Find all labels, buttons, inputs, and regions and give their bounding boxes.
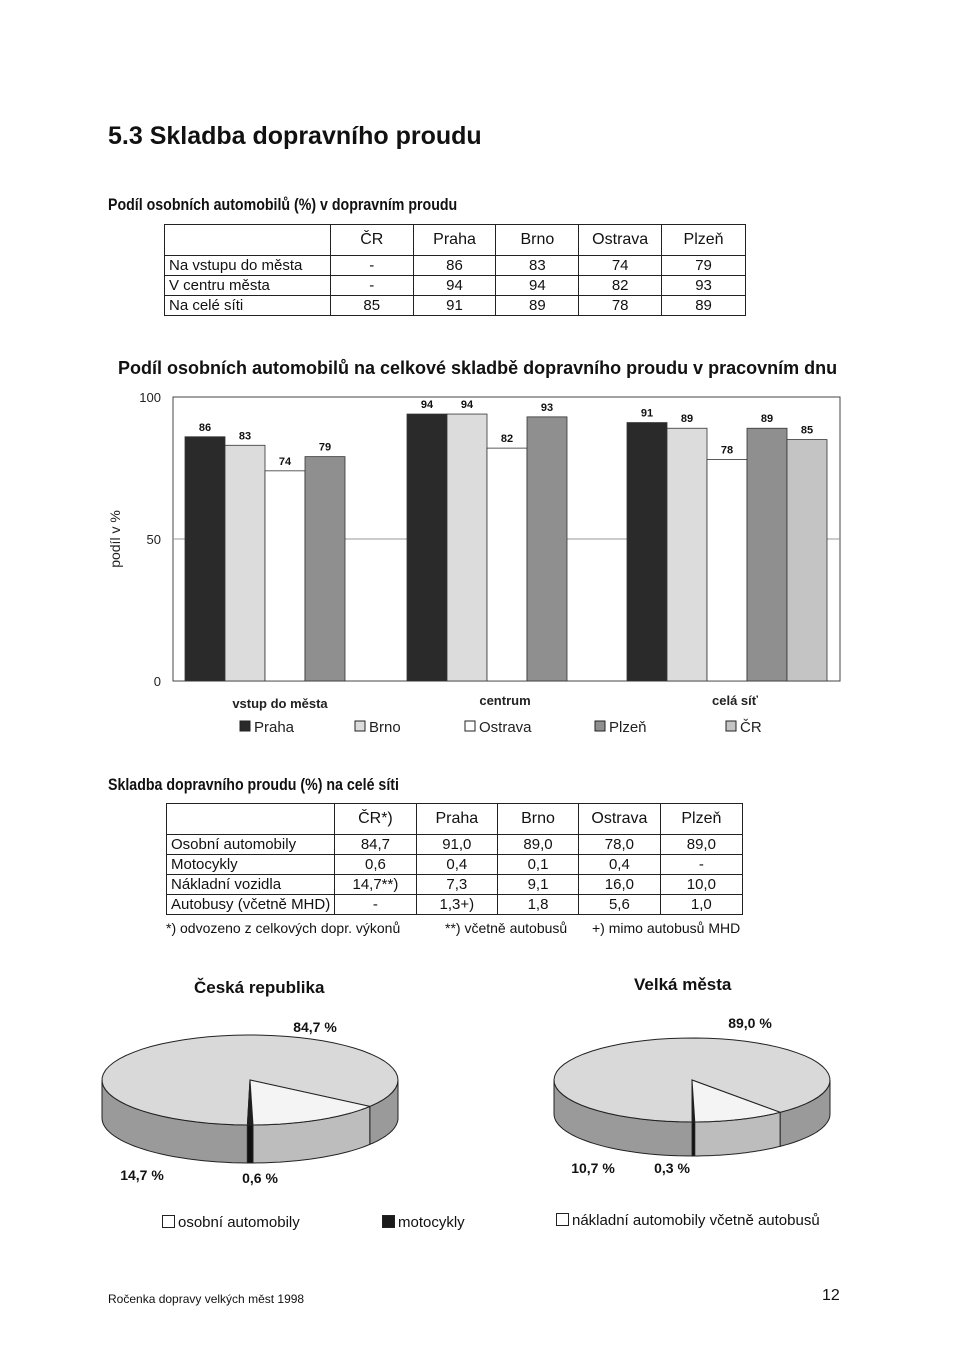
pie-legend-item (382, 1214, 465, 1231)
data-label: 79 (318, 441, 332, 454)
slice-label: 0,3 % (654, 1160, 690, 1176)
y-tick-label: 100 (139, 390, 161, 405)
data-label: 82 (500, 433, 514, 446)
cell: - (330, 256, 413, 276)
bar (787, 440, 827, 681)
cell: 89,0 (497, 835, 578, 855)
table-row (165, 276, 746, 296)
y-tick-label: 50 (146, 532, 161, 547)
data-label: 74 (278, 455, 292, 468)
header-brno: Brno (496, 225, 579, 256)
table-header-row (165, 225, 746, 256)
table-row (167, 835, 743, 855)
cell: 94 (413, 276, 496, 296)
bar-chart (90, 385, 850, 755)
legend-label: motocykly (398, 1214, 465, 1231)
table-row (167, 875, 743, 895)
bar (447, 414, 487, 681)
cell: 9,1 (497, 875, 578, 895)
legend-label: osobní automobily (178, 1214, 300, 1231)
share-table (164, 224, 746, 316)
cell: 74 (579, 256, 662, 276)
legend-swatch (726, 721, 736, 731)
row-label: Motocykly (167, 855, 335, 875)
cell: 93 (662, 276, 746, 296)
table1-title: Podíl osobních automobilů (%) v dopravním proudu (108, 196, 458, 214)
row-label: Na vstupu do města (165, 256, 331, 276)
header-plzen: Plzeň (662, 225, 746, 256)
pie-side (247, 1125, 253, 1163)
category-label: vstup do města (232, 696, 328, 711)
cell: 1,8 (497, 895, 578, 915)
legend-swatch (162, 1215, 175, 1228)
bar (185, 437, 225, 681)
header-ostrava: Ostrava (579, 804, 661, 835)
slice-label: 89,0 % (728, 1015, 772, 1031)
cell: 85 (330, 296, 413, 316)
data-label: 93 (540, 401, 554, 414)
cell: - (660, 855, 742, 875)
bar (627, 423, 667, 681)
cell: 91,0 (416, 835, 497, 855)
category-label: celá síť (712, 693, 758, 708)
cell: - (335, 895, 416, 915)
y-axis-label: podíl v % (107, 510, 123, 568)
cell: 10,0 (660, 875, 742, 895)
header-praha: Praha (413, 225, 496, 256)
table-row (167, 855, 743, 875)
data-label: 78 (720, 444, 734, 457)
table-row (165, 256, 746, 276)
composition-table (166, 803, 743, 915)
cell: 16,0 (579, 875, 661, 895)
cell: 78,0 (579, 835, 661, 855)
row-label: Na celé síti (165, 296, 331, 316)
bar (707, 459, 747, 681)
bar (225, 445, 265, 681)
cell: 94 (496, 276, 579, 296)
row-label: Osobní automobily (167, 835, 335, 855)
slice-label: 84,7 % (293, 1019, 337, 1035)
cell: 84,7 (335, 835, 416, 855)
legend-swatch (355, 721, 365, 731)
cell: 79 (662, 256, 746, 276)
data-label: 94 (420, 399, 434, 412)
legend-swatch (595, 721, 605, 731)
slice-label: 0,6 % (242, 1170, 278, 1186)
cell: - (330, 276, 413, 296)
legend-swatch (465, 721, 475, 731)
legend-swatch (382, 1215, 395, 1228)
pie-chart (554, 1015, 830, 1176)
header-blank (167, 804, 335, 835)
cell: 91 (413, 296, 496, 316)
cell: 82 (579, 276, 662, 296)
legend-label: Brno (369, 719, 401, 736)
legend-label: ČR (740, 719, 762, 736)
cell: 0,4 (579, 855, 661, 875)
pie-charts (100, 1010, 860, 1190)
table2-title: Skladba dopravního proudu (%) na celé síti (108, 776, 399, 794)
footer-text: Ročenka dopravy velkých měst 1998 (108, 1292, 305, 1306)
pie1-title: Česká republika (194, 978, 325, 997)
cell: 1,3+) (416, 895, 497, 915)
cell: 86 (413, 256, 496, 276)
header-praha: Praha (416, 804, 497, 835)
footnote-3: +) mimo autobusů MHD (592, 920, 741, 936)
bar (407, 414, 447, 681)
data-label: 83 (238, 430, 252, 443)
header-ostrava: Ostrava (579, 225, 662, 256)
bar (667, 428, 707, 681)
cell: 78 (579, 296, 662, 316)
header-cr: ČR (330, 225, 413, 256)
pie-legend-item (556, 1212, 820, 1229)
cell: 14,7**) (335, 875, 416, 895)
cell: 83 (496, 256, 579, 276)
legend-label: Plzeň (609, 719, 647, 736)
data-label: 86 (198, 421, 212, 434)
legend-label: nákladní automobily včetně autobusů (572, 1212, 820, 1229)
bar (527, 417, 567, 681)
table-row (167, 895, 743, 915)
row-label: Autobusy (včetně MHD) (167, 895, 335, 915)
data-label: 85 (800, 424, 814, 437)
cell: 7,3 (416, 875, 497, 895)
y-tick-label: 0 (153, 674, 161, 689)
table-header-row (167, 804, 743, 835)
bar (487, 448, 527, 681)
slice-label: 14,7 % (120, 1167, 164, 1183)
bar-chart-title: Podíl osobních automobilů na celkové skladbě dopravního proudu v pracovním dnu (118, 358, 838, 378)
cell: 1,0 (660, 895, 742, 915)
pie2-title: Velká města (634, 975, 732, 994)
pie-chart (102, 1019, 398, 1186)
header-blank (165, 225, 331, 256)
bar (265, 471, 305, 681)
bar (305, 457, 345, 681)
legend-swatch (240, 721, 250, 731)
bar (747, 428, 787, 681)
footnote-2: **) včetně autobusů (445, 920, 568, 936)
cell: 0,4 (416, 855, 497, 875)
data-label: 89 (680, 413, 694, 426)
header-brno: Brno (497, 804, 578, 835)
row-label: V centru města (165, 276, 331, 296)
category-label: centrum (479, 693, 531, 708)
pie-legend-item (162, 1214, 300, 1231)
footnote-1: *) odvozeno z celkových dopr. výkonů (166, 920, 401, 936)
page-number: 12 (822, 1287, 840, 1304)
slice-label: 10,7 % (571, 1160, 615, 1176)
table-row (165, 296, 746, 316)
cell: 0,6 (335, 855, 416, 875)
legend-swatch (556, 1213, 569, 1226)
cell: 5,6 (579, 895, 661, 915)
header-plzen: Plzeň (660, 804, 742, 835)
section-title: 5.3 Skladba dopravního proudu (108, 122, 482, 150)
cell: 89,0 (660, 835, 742, 855)
legend-label: Ostrava (479, 719, 532, 736)
cell: 89 (662, 296, 746, 316)
row-label: Nákladní vozidla (167, 875, 335, 895)
legend-label: Praha (254, 719, 295, 736)
data-label: 89 (760, 413, 774, 426)
data-label: 91 (640, 407, 654, 420)
data-label: 94 (460, 399, 474, 412)
cell: 0,1 (497, 855, 578, 875)
cell: 89 (496, 296, 579, 316)
header-cr: ČR*) (335, 804, 416, 835)
